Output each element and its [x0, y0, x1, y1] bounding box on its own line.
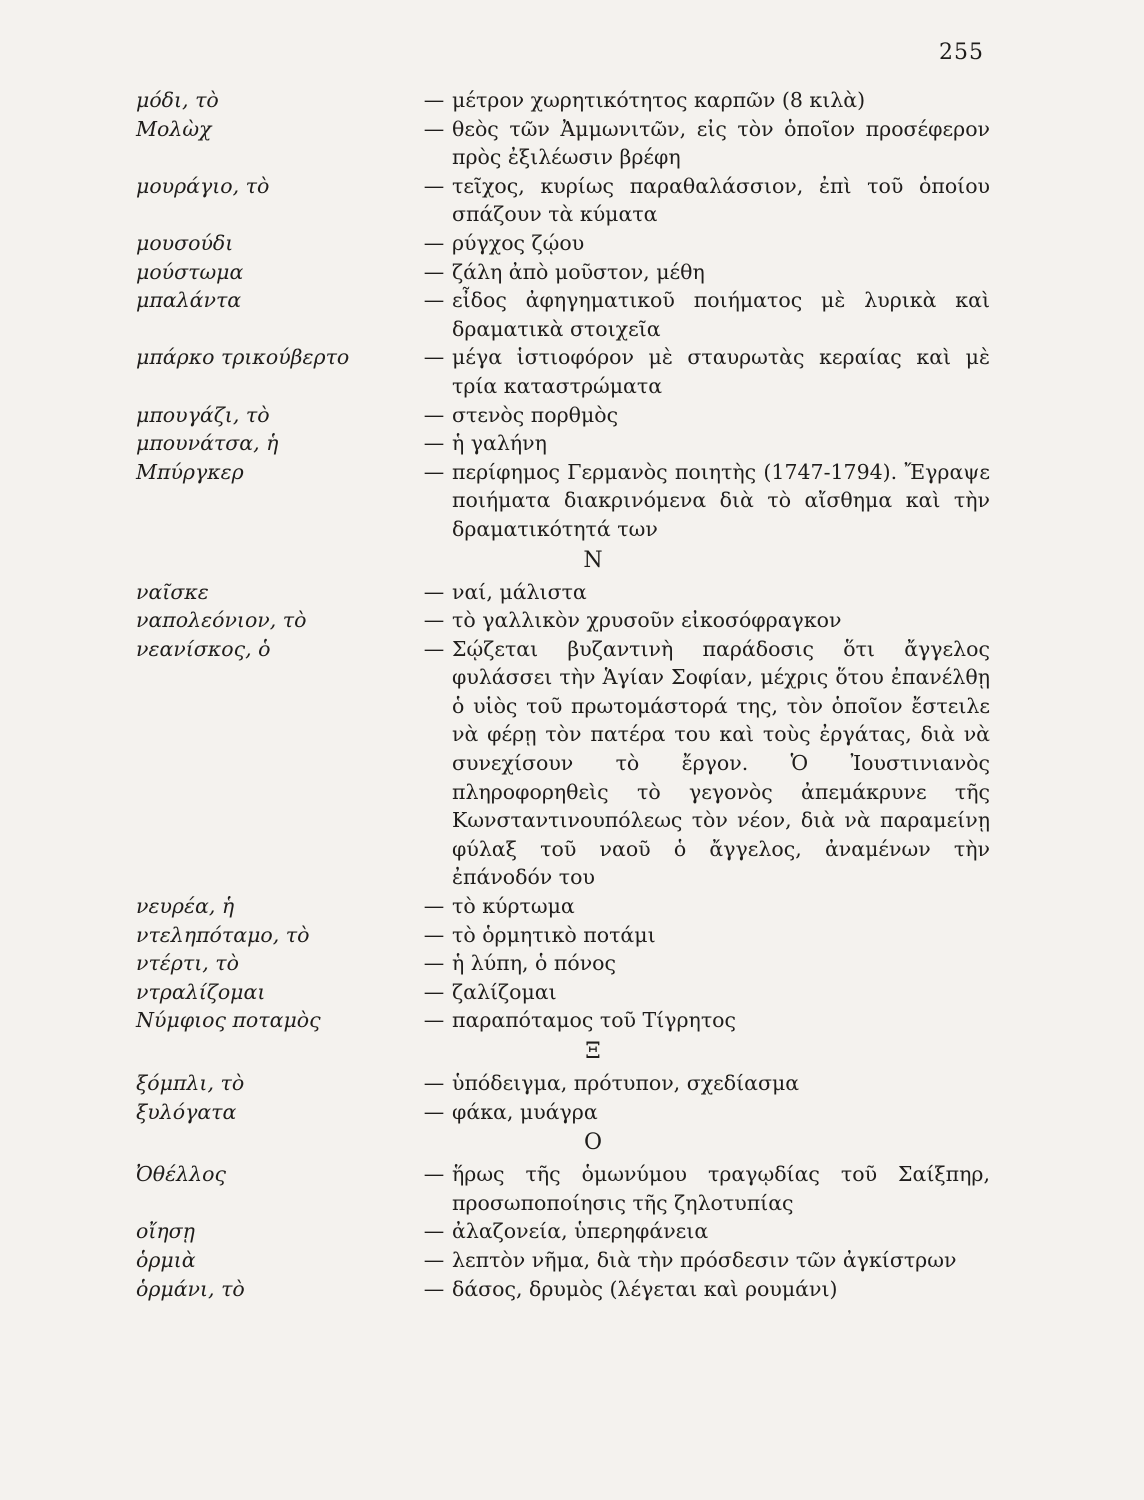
entry-term: μόδι, τὸ: [136, 88, 219, 112]
entry-dash: —: [423, 402, 445, 427]
entry-term: Νύμφιος ποταμὸς: [136, 1008, 321, 1033]
glossary-entry: [136, 86, 990, 115]
glossary-entry: [136, 978, 990, 1007]
glossary-entry: [136, 258, 990, 287]
glossary-entry: [136, 921, 990, 950]
entry-definition: μέτρον χωρητικότητος καρπῶν (8 κιλὰ): [452, 88, 866, 112]
section-letter: Ο: [583, 1130, 603, 1156]
entry-dash: —: [423, 636, 445, 661]
glossary-entry: [136, 343, 990, 400]
glossary-entry: [136, 635, 990, 892]
entry-definition: φάκα, μυάγρα: [452, 1099, 598, 1124]
glossary-entry: [136, 229, 990, 258]
entry-dash: —: [423, 979, 445, 1004]
entry-definition: μέγα ἱστιοφόρον μὲ σταυρωτὰς κεραίας καὶ μὲ τρία καταστρώματα: [452, 345, 990, 398]
glossary-entry: [136, 286, 990, 343]
entry-definition: περίφημος Γερμανὸς ποιητὴς (1747-1794). Ἔγραψε ποιήματα διακρινόμενα διὰ τὸ αἴσθημα καὶ τὴν δραματικότητά των: [452, 459, 990, 541]
entry-dash: —: [423, 1008, 445, 1033]
entry-dash: —: [423, 1276, 445, 1301]
glossary-entry: [136, 1217, 990, 1246]
entry-definition: παραπόταμος τοῦ Τίγρητος: [452, 1008, 736, 1033]
entry-definition: ζαλίζομαι: [452, 979, 557, 1004]
entry-definition: ἡ λύπη, ὁ πόνος: [452, 951, 616, 976]
glossary-entry: [136, 401, 990, 430]
entry-term: ξόμπλι, τὸ: [136, 1071, 245, 1095]
entry-definition: ζάλη ἀπὸ μοῦστον, μέθη: [452, 259, 705, 284]
glossary-section: [136, 1128, 990, 1303]
glossary-entry: [136, 1069, 990, 1098]
entry-definition: Σῴζεται βυζαντινὴ παράδοσις ὅτι ἄγγελος φυλάσσει τὴν Ἁγίαν Σοφίαν, μέχρις ὅτου ἐπανέλθῃ ὁ υἱὸς τοῦ πρωτομάστορά της, τὸν ὁποῖον ἔστειλε νὰ φέρῃ τὸν πατέρα του καὶ τοὺς ἐργάτας, διὰ νὰ συνεχίσουν τὸ ἔργον. Ὁ Ἰουστινιανὸς πληροφορηθεὶς τὸ γεγονὸς ἀπεμάκρυνε τῆς Κωνσταντινουπόλεως τὸν νέον, διὰ νὰ παραμείνῃ φύλαξ τοῦ ναοῦ ὁ ἄγγελος, ἀναμένων τὴν ἐπάνοδόν του: [452, 636, 990, 890]
entry-term: μουράγιο, τὸ: [136, 173, 270, 198]
section-letter: Ν: [583, 547, 603, 573]
glossary-entry: [136, 1246, 990, 1275]
entry-definition: δάσος, δρυμὸς (λέγεται καὶ ρουμάνι): [452, 1276, 838, 1301]
entry-dash: —: [423, 951, 445, 976]
entry-term: Μπύργκερ: [136, 459, 244, 484]
entry-dash: —: [423, 1247, 445, 1272]
entry-definition: θεὸς τῶν Ἀμμωνιτῶν, εἰς τὸν ὁποῖον προσέφερον πρὸς ἐξιλέωσιν βρέφη: [452, 116, 990, 170]
entry-dash: —: [423, 431, 445, 456]
entry-dash: —: [423, 173, 445, 198]
glossary-section: [136, 86, 990, 544]
entry-definition: ρύγχος ζῴου: [452, 230, 585, 255]
entry-definition: λεπτὸν νῆμα, διὰ τὴν πρόσδεσιν τῶν ἀγκίστρων: [452, 1247, 957, 1272]
entry-definition: τὸ ὁρμητικὸ ποτάμι: [452, 922, 656, 947]
entry-term: μπαλάντα: [136, 288, 242, 313]
entry-term: οἴησῃ: [136, 1219, 195, 1244]
entry-term: ντεληπόταμο, τὸ: [136, 922, 310, 947]
entry-definition: ναί, μάλιστα: [452, 579, 587, 604]
entry-definition: ἥρως τῆς ὁμωνύμου τραγῳδίας τοῦ Σαίξπηρ, προσωποποίησις τῆς ζηλοτυπίας: [452, 1162, 990, 1215]
entry-dash: —: [423, 1099, 445, 1124]
entry-definition: ἀλαζονεία, ὑπερηφάνεια: [452, 1219, 709, 1244]
entry-dash: —: [423, 1219, 445, 1244]
entry-term: ξυλόγατα: [136, 1099, 237, 1124]
entry-term: ὁρμιὰ: [136, 1247, 196, 1272]
glossary-entry: [136, 1006, 990, 1035]
entry-definition: ἡ γαλήνη: [452, 431, 547, 456]
entry-term: ντραλίζομαι: [136, 979, 266, 1004]
entry-definition: στενὸς πορθμὸς: [452, 402, 619, 427]
entry-term: ναῖσκε: [136, 579, 209, 604]
glossary-entry: [136, 1098, 990, 1127]
entry-term: Μολὼχ: [136, 116, 212, 141]
glossary-section: [136, 1037, 990, 1126]
entry-dash: —: [423, 1071, 445, 1095]
entry-dash: —: [423, 88, 445, 112]
glossary-entry: [136, 1160, 990, 1217]
entry-term: Ὀθέλλος: [136, 1162, 226, 1187]
entry-term: μπουγάζι, τὸ: [136, 402, 270, 427]
entry-term: ντέρτι, τὸ: [136, 951, 239, 976]
entry-term: μούστωμα: [136, 259, 244, 284]
entry-dash: —: [423, 922, 445, 947]
entry-dash: —: [423, 345, 445, 370]
entry-term: μουσούδι: [136, 230, 234, 255]
entry-dash: —: [423, 579, 445, 604]
page-number: 255: [939, 40, 984, 65]
glossary-entry: [136, 578, 990, 607]
entry-definition: ὑπόδειγμα, πρότυπον, σχεδίασμα: [452, 1071, 800, 1095]
glossary-entry: [136, 172, 990, 229]
entry-dash: —: [423, 288, 445, 313]
entry-dash: —: [423, 608, 445, 633]
entry-term: νεανίσκος, ὁ: [136, 636, 271, 661]
entry-dash: —: [423, 894, 445, 919]
glossary-entry: [136, 429, 990, 458]
entry-dash: —: [423, 1162, 445, 1187]
entry-term: νευρέα, ἡ: [136, 894, 235, 919]
entry-term: μπάρκο τρικούβερτο: [136, 345, 350, 370]
entry-dash: —: [423, 230, 445, 255]
entry-dash: —: [423, 259, 445, 284]
entry-dash: —: [423, 116, 445, 141]
entry-definition: εἶδος ἀφηγηματικοῦ ποιήματος μὲ λυρικὰ καὶ δραματικὰ στοιχεῖα: [452, 288, 990, 341]
glossary: [136, 86, 990, 1303]
entry-term: ὁρμάνι, τὸ: [136, 1276, 245, 1301]
glossary-entry: [136, 606, 990, 635]
glossary-section: [136, 546, 990, 1036]
glossary-entry: [136, 458, 990, 544]
entry-definition: τὸ κύρτωμα: [452, 894, 575, 919]
entry-definition: τεῖχος, κυρίως παραθαλάσσιον, ἐπὶ τοῦ ὁποίου σπάζουν τὰ κύματα: [452, 173, 990, 227]
glossary-entry: [136, 115, 990, 172]
section-letter: Ξ: [585, 1039, 601, 1064]
entry-term: ναπολεόνιον, τὸ: [136, 608, 307, 633]
entry-term: μπουνάτσα, ἡ: [136, 431, 279, 456]
glossary-entry: [136, 892, 990, 921]
glossary-entry: [136, 949, 990, 978]
entry-dash: —: [423, 459, 445, 484]
entry-definition: τὸ γαλλικὸν χρυσοῦν εἰκοσόφραγκον: [452, 608, 842, 633]
glossary-entry: [136, 1275, 990, 1304]
